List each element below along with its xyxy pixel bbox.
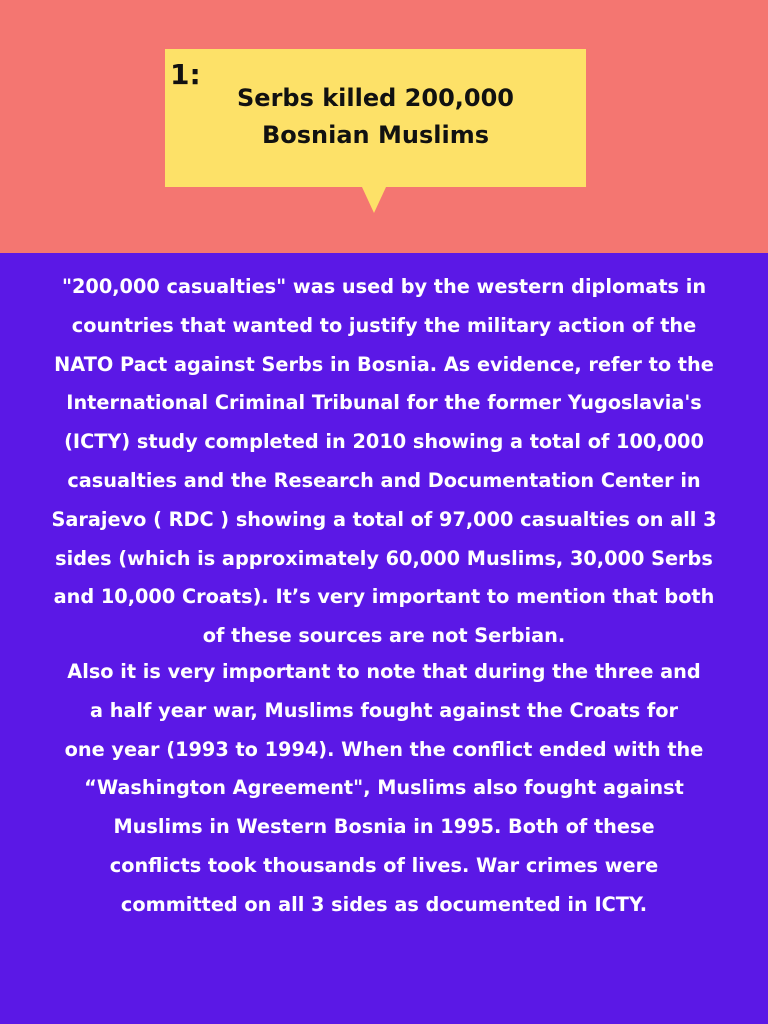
text-line: and 10,000 Croats). It’s very important to mention that both [53,585,715,609]
item-number: 1: [170,58,201,91]
text-line: sides (which is approximately 60,000 Muslims, 30,000 Serbs [55,546,713,570]
text-line: Also it is very important to note that during the three and [67,660,701,683]
text-line: NATO Pact against Serbs in Bosnia. As evidence, refer to the [54,352,714,376]
text-line: countries that wanted to justify the military action of the [71,313,697,337]
text-line: Sarajevo ( RDC ) showing a total of 97,000 casualties on all 3 [51,507,717,531]
text-line: "200,000 casualties" was used by the western diplomats in [61,275,707,298]
headline [165,80,586,154]
text-line: Muslims in Western Bosnia in 1995. Both of these [113,815,655,839]
text-line: of these sources are not Serbian. [202,624,566,648]
speech-bubble-tail [362,187,386,213]
text-line: one year (1993 to 1994). When the conflict ended with the [64,737,704,761]
body-paragraph-1 [10,268,758,656]
text-line: a half year war, Muslims fought against the Croats for [89,698,679,722]
headline-line: Bosnian Muslims [261,121,489,149]
text-line: casualties and the Research and Documentation Center in [67,468,701,492]
text-line: International Criminal Tribunal for the former Yugoslavia's [66,391,702,415]
body-paragraph-2 [10,653,758,925]
text-line: “Washington Agreement", Muslims also fought against [84,776,684,800]
headline-line: Serbs killed 200,000 [237,84,514,112]
text-line: (ICTY) study completed in 2010 showing a total of 100,000 [64,430,704,454]
text-line: conflicts took thousands of lives. War crimes were [109,853,659,877]
text-line: committed on all 3 sides as documented in ICTY. [120,892,648,916]
